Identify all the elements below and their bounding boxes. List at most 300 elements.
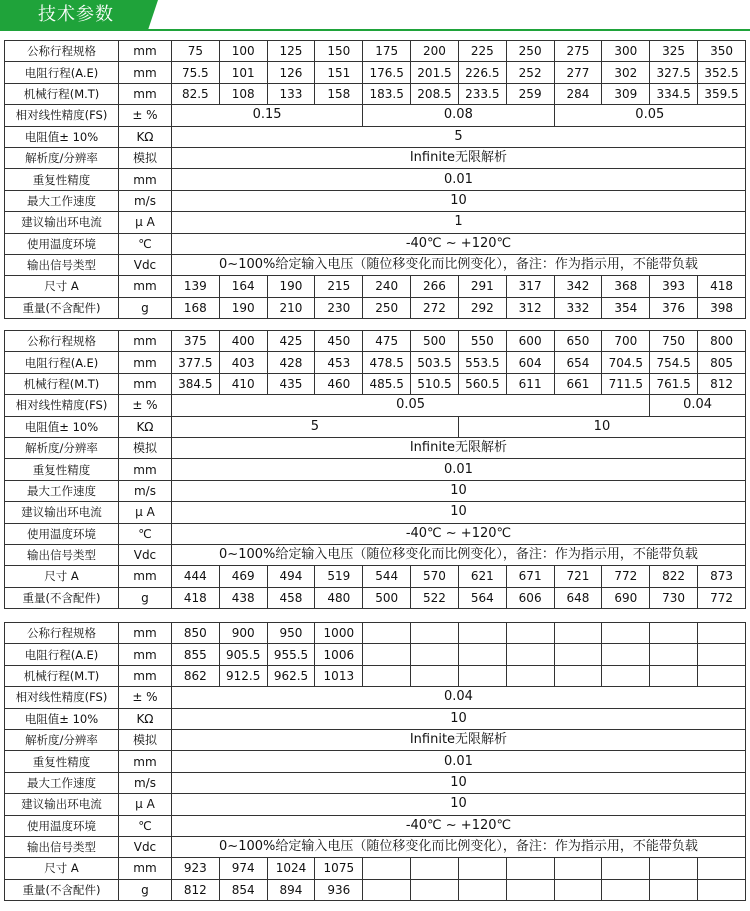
row-unit: KΩ [119,416,172,437]
value-cell: 873 [698,566,746,587]
merged-value-cell: 0~100%给定输入电压（随位移变化而比例变化），备注：作为指示用，不能带负载 [171,836,745,857]
row-unit: ℃ [119,523,172,544]
merged-value-cell: -40℃ ~ +120℃ [171,815,745,836]
table-row [5,523,746,544]
value-cell: 190 [267,276,315,297]
table-row [5,879,746,900]
value-cell: 485.5 [363,373,411,394]
value-cell: 139 [171,276,219,297]
value-cell: 500 [411,331,459,352]
merged-value-cell: 0~100%给定输入电压（随位移变化而比例变化），备注：作为指示用，不能带负载 [171,254,745,275]
row-label: 输出信号类型 [5,836,119,857]
row-label: 电阻值± 10% [5,708,119,729]
value-cell: 403 [219,352,267,373]
value-cell: 604 [506,352,554,373]
table-row [5,665,746,686]
value-cell: 812 [698,373,746,394]
value-cell: 425 [267,331,315,352]
value-cell: 376 [650,297,698,318]
value-cell: 480 [315,587,363,608]
value-cell [506,644,554,665]
value-cell: 175 [363,41,411,62]
row-unit: mm [119,644,172,665]
value-cell: 233.5 [458,83,506,104]
value-cell: 75.5 [171,62,219,83]
value-cell: 226.5 [458,62,506,83]
row-label: 解析度/分辨率 [5,437,119,458]
value-cell [554,623,602,644]
table-row [5,41,746,62]
value-cell: 435 [267,373,315,394]
row-label: 机械行程(M.T) [5,665,119,686]
value-cell: 469 [219,566,267,587]
row-label: 解析度/分辨率 [5,729,119,750]
row-unit: mm [119,62,172,83]
row-label: 尺寸 A [5,858,119,879]
value-cell [363,644,411,665]
row-label: 相对线性精度(FS) [5,687,119,708]
row-label: 使用温度环境 [5,523,119,544]
merged-value-cell: 0.01 [171,459,745,480]
value-cell [650,623,698,644]
table-row [5,331,746,352]
value-cell: 761.5 [650,373,698,394]
value-cell: 309 [602,83,650,104]
table-row [5,190,746,211]
spec-table-1 [4,40,746,319]
value-cell: 1013 [315,665,363,686]
value-cell: 215 [315,276,363,297]
row-unit: 模拟 [119,147,172,168]
row-label: 使用温度环境 [5,815,119,836]
table-row [5,587,746,608]
value-cell: 621 [458,566,506,587]
value-cell: 522 [411,587,459,608]
value-cell: 75 [171,41,219,62]
row-unit: m/s [119,772,172,793]
row-label: 重量(不含配件) [5,587,119,608]
value-cell [698,623,746,644]
value-cell [411,879,459,900]
row-label: 尺寸 A [5,566,119,587]
row-unit: μ A [119,212,172,233]
table-row [5,212,746,233]
row-unit: g [119,587,172,608]
value-cell [363,858,411,879]
row-label: 输出信号类型 [5,254,119,275]
value-cell [554,858,602,879]
row-label: 公称行程规格 [5,623,119,644]
row-label: 相对线性精度(FS) [5,395,119,416]
value-cell: 302 [602,62,650,83]
row-label: 解析度/分辨率 [5,147,119,168]
value-cell: 230 [315,297,363,318]
value-cell: 208.5 [411,83,459,104]
row-label: 重量(不含配件) [5,297,119,318]
table-row [5,751,746,772]
value-cell [554,879,602,900]
row-unit: μ A [119,502,172,523]
value-cell: 291 [458,276,506,297]
row-unit: ℃ [119,233,172,254]
value-cell: 950 [267,623,315,644]
value-cell [602,644,650,665]
value-cell [506,858,554,879]
value-cell: 377.5 [171,352,219,373]
value-cell: 772 [698,587,746,608]
value-cell [698,879,746,900]
value-cell: 418 [171,587,219,608]
value-cell: 398 [698,297,746,318]
row-unit: KΩ [119,126,172,147]
value-cell: 519 [315,566,363,587]
value-cell: 600 [506,331,554,352]
value-cell: 974 [219,858,267,879]
header-underline [0,29,750,31]
row-label: 重复性精度 [5,751,119,772]
merged-value-cell: 0.04 [650,395,746,416]
value-cell: 822 [650,566,698,587]
value-cell: 250 [363,297,411,318]
row-label: 机械行程(M.T) [5,83,119,104]
value-cell [650,665,698,686]
value-cell: 250 [506,41,554,62]
value-cell: 359.5 [698,83,746,104]
table-row [5,459,746,480]
merged-value-cell: 0.01 [171,169,745,190]
value-cell: 854 [219,879,267,900]
value-cell: 453 [315,352,363,373]
value-cell: 754.5 [650,352,698,373]
table-row [5,858,746,879]
row-unit: m/s [119,190,172,211]
merged-value-cell: 0~100%给定输入电压（随位移变化而比例变化），备注：作为指示用，不能带负载 [171,544,745,565]
merged-value-cell: 5 [171,126,745,147]
row-unit: mm [119,566,172,587]
row-label: 最大工作速度 [5,190,119,211]
value-cell: 962.5 [267,665,315,686]
row-label: 电阻行程(A.E) [5,644,119,665]
value-cell: 955.5 [267,644,315,665]
row-unit: mm [119,858,172,879]
section-header [0,0,750,30]
value-cell: 1024 [267,858,315,879]
value-cell: 450 [315,331,363,352]
row-unit: ℃ [119,815,172,836]
table-row [5,836,746,857]
row-label: 机械行程(M.T) [5,373,119,394]
table-row [5,729,746,750]
merged-value-cell: -40℃ ~ +120℃ [171,233,745,254]
value-cell: 410 [219,373,267,394]
row-unit: Vdc [119,836,172,857]
row-unit: KΩ [119,708,172,729]
value-cell: 277 [554,62,602,83]
merged-value-cell: 0.05 [554,105,745,126]
value-cell [458,644,506,665]
value-cell [363,623,411,644]
value-cell: 711.5 [602,373,650,394]
value-cell: 368 [602,276,650,297]
value-cell: 805 [698,352,746,373]
merged-value-cell: 10 [171,794,745,815]
merged-value-cell: 10 [458,416,745,437]
value-cell: 458 [267,587,315,608]
value-cell: 133 [267,83,315,104]
value-cell: 850 [171,623,219,644]
value-cell: 334.5 [650,83,698,104]
merged-value-cell: 0.04 [171,687,745,708]
value-cell: 690 [602,587,650,608]
table-row [5,83,746,104]
row-unit: mm [119,276,172,297]
table-row [5,437,746,458]
value-cell: 418 [698,276,746,297]
section-title: 技术参数 [38,4,114,25]
table-row [5,416,746,437]
value-cell: 384.5 [171,373,219,394]
row-label: 重量(不含配件) [5,879,119,900]
row-unit: 模拟 [119,437,172,458]
value-cell: 317 [506,276,554,297]
value-cell: 259 [506,83,554,104]
value-cell [650,644,698,665]
value-cell: 611 [506,373,554,394]
row-unit: Vdc [119,544,172,565]
value-cell: 201.5 [411,62,459,83]
table-row [5,644,746,665]
value-cell [363,879,411,900]
value-cell: 325 [650,41,698,62]
value-cell: 812 [171,879,219,900]
value-cell: 661 [554,373,602,394]
row-unit: mm [119,352,172,373]
value-cell: 375 [171,331,219,352]
value-cell: 900 [219,623,267,644]
merged-value-cell: 1 [171,212,745,233]
merged-value-cell: 0.05 [171,395,649,416]
value-cell [698,665,746,686]
row-unit: ± % [119,395,172,416]
spec-table-2 [4,330,746,609]
merged-value-cell: 10 [171,480,745,501]
value-cell: 225 [458,41,506,62]
row-label: 输出信号类型 [5,544,119,565]
merged-value-cell: 5 [171,416,458,437]
value-cell [698,858,746,879]
value-cell: 923 [171,858,219,879]
value-cell: 126 [267,62,315,83]
table-row [5,794,746,815]
table-row [5,62,746,83]
merged-value-cell: 0.01 [171,751,745,772]
merged-value-cell: 10 [171,190,745,211]
value-cell: 494 [267,566,315,587]
merged-value-cell: 0.15 [171,105,362,126]
row-unit: g [119,879,172,900]
row-unit: g [119,297,172,318]
value-cell [506,623,554,644]
row-unit: mm [119,83,172,104]
value-cell: 894 [267,879,315,900]
table-row [5,373,746,394]
row-label: 建议输出环电流 [5,502,119,523]
merged-value-cell: Infinite无限解析 [171,147,745,168]
value-cell: 570 [411,566,459,587]
value-cell: 654 [554,352,602,373]
value-cell: 650 [554,331,602,352]
value-cell: 275 [554,41,602,62]
value-cell: 100 [219,41,267,62]
value-cell: 108 [219,83,267,104]
merged-value-cell: 0.08 [363,105,554,126]
value-cell: 312 [506,297,554,318]
row-label: 建议输出环电流 [5,212,119,233]
value-cell [602,879,650,900]
table-row [5,233,746,254]
value-cell: 550 [458,331,506,352]
table-row [5,297,746,318]
value-cell [363,665,411,686]
value-cell: 700 [602,331,650,352]
table-row [5,126,746,147]
table-row [5,544,746,565]
value-cell [458,623,506,644]
value-cell: 400 [219,331,267,352]
row-label: 公称行程规格 [5,41,119,62]
table-row [5,352,746,373]
value-cell: 800 [698,331,746,352]
value-cell: 772 [602,566,650,587]
row-label: 相对线性精度(FS) [5,105,119,126]
row-unit: mm [119,751,172,772]
table-row [5,147,746,168]
value-cell: 151 [315,62,363,83]
value-cell: 862 [171,665,219,686]
value-cell: 544 [363,566,411,587]
value-cell: 444 [171,566,219,587]
value-cell [554,644,602,665]
value-cell [458,879,506,900]
row-label: 最大工作速度 [5,480,119,501]
spec-table-3 [4,622,746,901]
table-row [5,105,746,126]
value-cell [554,665,602,686]
table-row [5,502,746,523]
value-cell [411,644,459,665]
table-row [5,815,746,836]
row-unit: μ A [119,794,172,815]
row-label: 重复性精度 [5,459,119,480]
value-cell: 438 [219,587,267,608]
row-label: 使用温度环境 [5,233,119,254]
row-label: 公称行程规格 [5,331,119,352]
row-unit: ± % [119,105,172,126]
row-label: 尺寸 A [5,276,119,297]
table-row [5,772,746,793]
value-cell [602,665,650,686]
value-cell: 342 [554,276,602,297]
value-cell: 150 [315,41,363,62]
value-cell [458,665,506,686]
value-cell: 272 [411,297,459,318]
value-cell [698,644,746,665]
value-cell: 1075 [315,858,363,879]
value-cell [602,623,650,644]
row-label: 电阻行程(A.E) [5,352,119,373]
value-cell: 648 [554,587,602,608]
merged-value-cell: 10 [171,708,745,729]
table-row [5,623,746,644]
value-cell: 704.5 [602,352,650,373]
value-cell: 510.5 [411,373,459,394]
value-cell [411,858,459,879]
value-cell: 475 [363,331,411,352]
value-cell: 912.5 [219,665,267,686]
value-cell: 855 [171,644,219,665]
table-row [5,395,746,416]
merged-value-cell: Infinite无限解析 [171,729,745,750]
value-cell: 393 [650,276,698,297]
value-cell: 101 [219,62,267,83]
row-unit: 模拟 [119,729,172,750]
merged-value-cell: Infinite无限解析 [171,437,745,458]
value-cell: 553.5 [458,352,506,373]
value-cell: 164 [219,276,267,297]
value-cell: 176.5 [363,62,411,83]
value-cell: 905.5 [219,644,267,665]
value-cell [602,858,650,879]
row-unit: mm [119,331,172,352]
value-cell: 284 [554,83,602,104]
merged-value-cell: -40℃ ~ +120℃ [171,523,745,544]
row-unit: ± % [119,687,172,708]
value-cell: 332 [554,297,602,318]
value-cell: 750 [650,331,698,352]
header-tab-notch [148,0,158,30]
value-cell: 354 [602,297,650,318]
value-cell [411,623,459,644]
value-cell: 352.5 [698,62,746,83]
row-label: 电阻值± 10% [5,126,119,147]
value-cell [458,858,506,879]
value-cell: 671 [506,566,554,587]
row-unit: mm [119,373,172,394]
value-cell: 564 [458,587,506,608]
value-cell: 350 [698,41,746,62]
value-cell: 730 [650,587,698,608]
row-label: 电阻值± 10% [5,416,119,437]
value-cell [650,879,698,900]
value-cell: 606 [506,587,554,608]
value-cell: 125 [267,41,315,62]
row-label: 建议输出环电流 [5,794,119,815]
value-cell: 500 [363,587,411,608]
value-cell: 252 [506,62,554,83]
value-cell: 200 [411,41,459,62]
table-row [5,169,746,190]
value-cell: 240 [363,276,411,297]
value-cell: 190 [219,297,267,318]
value-cell: 721 [554,566,602,587]
table-row [5,480,746,501]
value-cell [650,858,698,879]
value-cell: 428 [267,352,315,373]
row-unit: Vdc [119,254,172,275]
merged-value-cell: 10 [171,772,745,793]
table-row [5,566,746,587]
table-row [5,254,746,275]
